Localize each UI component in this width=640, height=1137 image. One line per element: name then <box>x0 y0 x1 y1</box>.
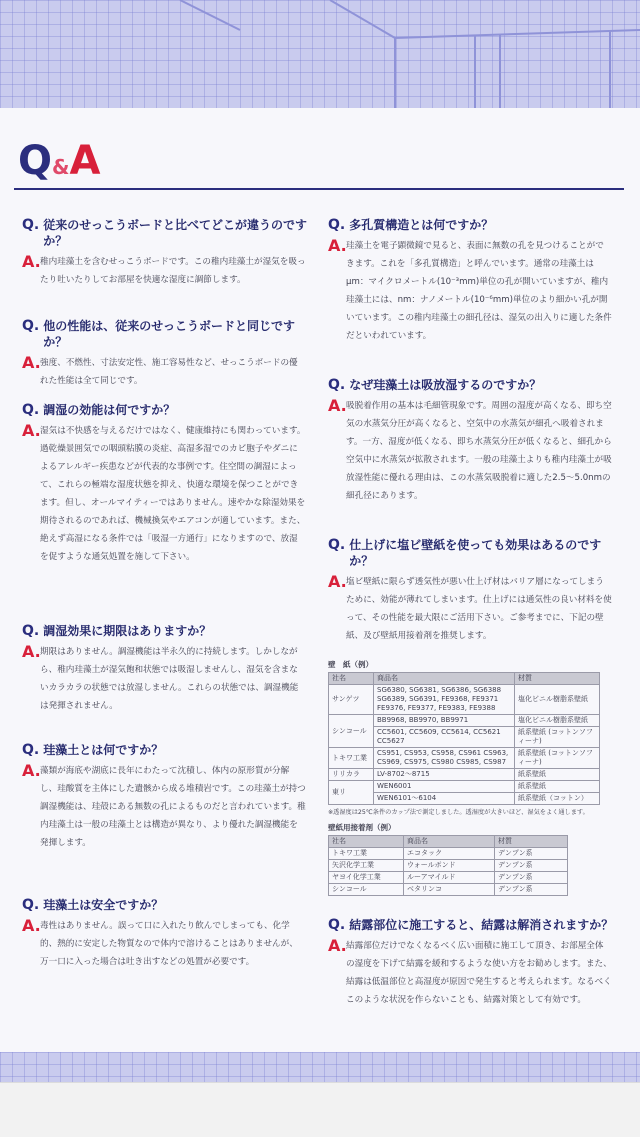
table-cell: 紙系壁紙（コットン） <box>515 793 600 805</box>
table-row <box>329 748 600 769</box>
table-header: 社名 <box>329 836 404 848</box>
qa-item: Q. 仕上げに塩ビ壁紙を使っても効果はあるのですか？ A. 塩ビ壁紙に限らず透気性が悪い仕上げ材はバリア層になってしまうために、効能が薄れてしまいます。仕上げには通気性の良い材料を使って、その性能を最大限にご活用下さい。ご参考までに、下記の壁紙、及び壁紙用接着剤を推奨します。 <box>328 537 614 645</box>
table-cell: リリカラ <box>329 769 374 781</box>
qa-item: Q. 従来のせっこうボードと比べてどこが違うのですか？ A. 稚内珪藻土を含むせっこうボードです。この稚内珪藻土が湿気を吸ったり吐いたりしてお部屋を快適な湿度に調節します。 <box>22 217 308 289</box>
answer-text: 期限はありません。調湿機能は半永久的に持続します。しかしながら、稚内珪藻土が湿気飽和状態では吸湿しませんし、湿気を含まないカラカラの状態では放湿しません。これらの状態では、調湿機能は発揮されません。 <box>40 647 299 711</box>
question-text: 多孔質構造とは何ですか？ <box>349 218 494 232</box>
qa-logo-amp: & <box>52 155 70 179</box>
table-cell: デンプン系 <box>495 860 568 872</box>
answer-text: 塩ビ壁紙に限らず透気性が悪い仕上げ材はバリア層になってしまうために、効能が薄れてしまいます。仕上げには通気性の良い材料を使って、その性能を最大限にご活用下さい。ご参考までに、下記の壁紙、及び壁紙用接着剤を推奨します。 <box>346 577 612 641</box>
adhesive-table <box>328 835 568 896</box>
wallpaper-table-title: 壁 紙（例） <box>328 660 373 669</box>
answer-text: 結露部位だけでなくなるべく広い面積に施工して頂き、お部屋全体の湿度を下げて結露を緩和するような使い方をお勧めします。また、結露は低温部位と高湿度が原因で発生すると考えられます。なるべくこのような状況を作らないことも、結露対策として有効です。 <box>346 941 612 1005</box>
table-cell: 東リ <box>329 781 374 805</box>
qa-item: Q. 珪藻土とは何ですか？ A. 藻類が海底や湖底に長年にわたって沈積し、体内の原形質が分解し、珪酸質を主体にした遺骸から成る堆積岩です。この珪藻土が持つ調湿機能は、珪殻にある無数の孔によるものだと言われています。稚内珪藻土は一般の珪藻土とは構造が異なり、より優れた調湿機能を発揮します。 <box>22 742 308 852</box>
table-cell: デンプン系 <box>495 872 568 884</box>
question-text: 調湿効果に期限はありますか？ <box>43 624 212 638</box>
question-text: 調湿の効能は何ですか？ <box>43 403 176 417</box>
header-rule <box>14 188 624 190</box>
qa-item: Q. 珪藻土は安全ですか？ A. 毒性はありません。誤って口に入れたり飲んでしまっても、化学的、熱的に安定した物質なので体内で溶けることはありませんが、万一口に入った場合は吐き出すなどの処置が必要です。 <box>22 897 308 971</box>
wallpaper-table <box>328 672 600 805</box>
qa-logo <box>18 138 100 184</box>
table-cell: サンゲツ <box>329 685 374 715</box>
question-text: なぜ珪藻土は吸放湿するのですか？ <box>349 378 542 392</box>
table-cell: 紙系壁紙 (コットンソフィーナ) <box>515 727 600 748</box>
table-row <box>329 715 600 727</box>
table-cell: 矢沢化学工業 <box>329 860 404 872</box>
table-cell: LV-8702～8715 <box>374 769 515 781</box>
adhesive-table-title: 壁紙用接着剤（例） <box>328 823 396 832</box>
question-text: 仕上げに塩ビ壁紙を使っても効果はあるのですか？ <box>349 538 602 568</box>
question-text: 珪藻土は安全ですか？ <box>43 898 164 912</box>
table-header: 商品名 <box>404 836 495 848</box>
wallpaper-table-note: ※透湿度は25℃条件のカップ法で測定しました。透湿度が大きいほど、湿気をよく通します。 <box>328 809 589 816</box>
table-cell: ヤヨイ化学工業 <box>329 872 404 884</box>
grid-footer-band <box>0 1052 640 1082</box>
table-cell: BB9968, BB9970, BB9971 <box>374 715 515 727</box>
question-text: 結露部位に施工すると、結露は解消されますか？ <box>349 918 614 932</box>
qa-item: Q. なぜ珪藻土は吸放湿するのですか？ A. 吸脱着作用の基本は毛細管現象です。周囲の湿度が高くなる、即ち空気の水蒸気分圧が高くなると、空気中の水蒸気が細孔へ吸着されます。一方、湿度が低くなる、即ち水蒸気分圧が低くなると、細孔から空気中に水蒸気が拡散されます。一般の珪藻土よりも稚内珪藻土が吸放湿性能に優れる理由は、この水蒸気吸脱着に適した2.5～5.0nmの細孔径にあります。 <box>328 377 614 505</box>
question-text: 他の性能は、従来のせっこうボードと同じですか？ <box>43 319 295 349</box>
table-cell: 紙系壁紙 <box>515 781 600 793</box>
answer-text: 吸脱着作用の基本は毛細管現象です。周囲の湿度が高くなる、即ち空気の水蒸気分圧が高くなると、空気中の水蒸気が細孔へ吸着されます。一方、湿度が低くなる、即ち水蒸気分圧が低くなると、細孔から空気中に水蒸気が拡散されます。一般の珪藻土よりも稚内珪藻土が吸放湿性能に優れる理由は、この水蒸気吸脱着に適した2.5～5.0nmの細孔径にあります。 <box>346 401 612 501</box>
table-cell: 塩化ビニル樹脂系壁紙 <box>515 685 600 715</box>
table-cell: 塩化ビニル樹脂系壁紙 <box>515 715 600 727</box>
answer-text: 強度、不燃性、寸法安定性、施工容易性など、せっこうボードの優れた性能は全て同じです。 <box>40 358 298 386</box>
qa-logo-a: A <box>69 138 101 184</box>
table-row <box>329 769 600 781</box>
table-cell: デンプン系 <box>495 884 568 896</box>
qa-item: Q. 調湿効果に期限はありますか？ A. 期限はありません。調湿機能は半永久的に持続します。しかしながら、稚内珪藻土が湿気飽和状態では吸湿しませんし、湿気を含まないカラカラの状態では放湿しません。これらの状態では、調湿機能は発揮されません。 <box>22 623 308 715</box>
table-header: 材質 <box>515 673 600 685</box>
table-row <box>329 685 600 715</box>
room-frame-illustration <box>0 0 640 108</box>
qa-item: Q. 結露部位に施工すると、結露は解消されますか？ A. 結露部位だけでなくなるべく広い面積に施工して頂き、お部屋全体の湿度を下げて結露を緩和するような使い方をお勧めします。また、結露は低温部位と高湿度が原因で発生すると考えられます。なるべくこのような状況を作らないことも、結露対策として有効です。 <box>328 917 614 1009</box>
table-cell: 紙系壁紙 <box>515 769 600 781</box>
table-cell: ルーアマイルド <box>404 872 495 884</box>
table-row <box>329 872 568 884</box>
qa-item: Q. 他の性能は、従来のせっこうボードと同じですか？ A. 強度、不燃性、寸法安定性、施工容易性など、せっこうボードの優れた性能は全て同じです。 <box>22 318 308 390</box>
answer-text: 珪藻土を電子顕微鏡で見ると、表面に無数の孔を見つけることができます。これを「多孔質構造」と呼んでいます。通常の珪藻土はμm：マイクロメートル(10⁻³mm)単位の孔が開いていますが、稚内珪藻土には、nm：ナノメートル(10⁻⁶mm)単位のより細かい孔が開いています。この稚内珪藻土の細孔径は、湿気の出入りに適した条件だといわれています。 <box>346 241 612 341</box>
table-row <box>329 884 568 896</box>
table-row <box>329 860 568 872</box>
answer-text: 稚内珪藻土を含むせっこうボードです。この稚内珪藻土が湿気を吸ったり吐いたりしてお部屋を快適な湿度に調節します。 <box>40 257 306 285</box>
qa-logo-q: Q <box>18 138 53 184</box>
table-cell: トキワ工業 <box>329 848 404 860</box>
qa-item: Q. 調湿の効能は何ですか？ A. 湿気は不快感を与えるだけではなく、健康維持にも関わっています。過乾燥景囲気での咽頭粘膜の炎症、高湿多湿でのカビ胞子やダニによるアレルギー疾患などが代表的な事例です。住空間の調湿によって、これらの極端な湿度状態を抑え、快適な環境を保つことができます。但し、オールマイティーではありません。速やかな除湿効果を期待されるのであれば、機械換気やエアコンが適しています。また、絶えず高湿になる条件では「吸湿一方通行」になりますので、放湿を促すような通気処置を施して下さい。 <box>22 402 308 566</box>
table-cell: ウォールボンド <box>404 860 495 872</box>
question-text: 珪藻土とは何ですか？ <box>43 743 164 757</box>
table-cell: ベタリンコ <box>404 884 495 896</box>
table-cell: SG6380, SG6381, SG6386, SG6388 SG6389, SG6391, FE9368, FE9371 FE9376, FE9377, FE9383, FE9388 <box>374 685 515 715</box>
table-header: 商品名 <box>374 673 515 685</box>
table-row <box>329 781 600 793</box>
table-cell: シンコール <box>329 715 374 748</box>
table-header: 社名 <box>329 673 374 685</box>
answer-text: 毒性はありません。誤って口に入れたり飲んでしまっても、化学的、熱的に安定した物質なので体内で溶けることはありませんが、万一口に入った場合は吐き出すなどの処置が必要です。 <box>40 921 298 967</box>
qa-item: Q. 多孔質構造とは何ですか？ A. 珪藻土を電子顕微鏡で見ると、表面に無数の孔を見つけることができます。これを「多孔質構造」と呼んでいます。通常の珪藻土はμm：マイクロメートル(10⁻³mm)単位の孔が開いていますが、稚内珪藻土には、nm：ナノメートル(10⁻⁶mm)単位のより細かい孔が開いています。この稚内珪藻土の細孔径は、湿気の出入りに適した条件だといわれています。 <box>328 217 614 345</box>
wallpaper-table-block <box>328 653 614 896</box>
table-cell: トキワ工業 <box>329 748 374 769</box>
table-cell: デンプン系 <box>495 848 568 860</box>
table-cell: CS951, CS953, CS958, CS961 CS963, CS969, CS975, CS980 CS985, CS987 <box>374 748 515 769</box>
question-text: 従来のせっこうボードと比べてどこが違うのですか？ <box>43 218 307 248</box>
table-cell: WEN6001 <box>374 781 515 793</box>
viewer-bottom-bar <box>0 1082 640 1137</box>
answer-text: 湿気は不快感を与えるだけではなく、健康維持にも関わっています。過乾燥景囲気での咽頭粘膜の炎症、高湿多湿でのカビ胞子やダニによるアレルギー疾患などが代表的な事例です。住空間の調湿によって、これらの極端な湿度状態を抑え、快適な環境を保つことができます。但し、オールマイティーではありません。速やかな除湿効果を期待されるのであれば、機械換気やエアコンが適しています。また、絶えず高湿になる条件では「吸湿一方通行」になりますので、放湿を促すような通気処置を施して下さい。 <box>40 426 306 562</box>
table-cell: シンコール <box>329 884 404 896</box>
table-cell: エコタック <box>404 848 495 860</box>
answer-text: 藻類が海底や湖底に長年にわたって沈積し、体内の原形質が分解し、珪酸質を主体にした遺骸から成る堆積岩です。この珪藻土が持つ調湿機能は、珪殻にある無数の孔によるものだと言われています。稚内珪藻土は一般の珪藻土とは構造が異なり、より優れた調湿機能を発揮します。 <box>40 766 306 848</box>
table-cell: CC5601, CC5609, CC5614, CC5621 CC5627 <box>374 727 515 748</box>
table-header: 材質 <box>495 836 568 848</box>
table-row <box>329 848 568 860</box>
table-cell: WEN6101～6104 <box>374 793 515 805</box>
table-cell: 紙系壁紙 (コットンソフィーナ) <box>515 748 600 769</box>
